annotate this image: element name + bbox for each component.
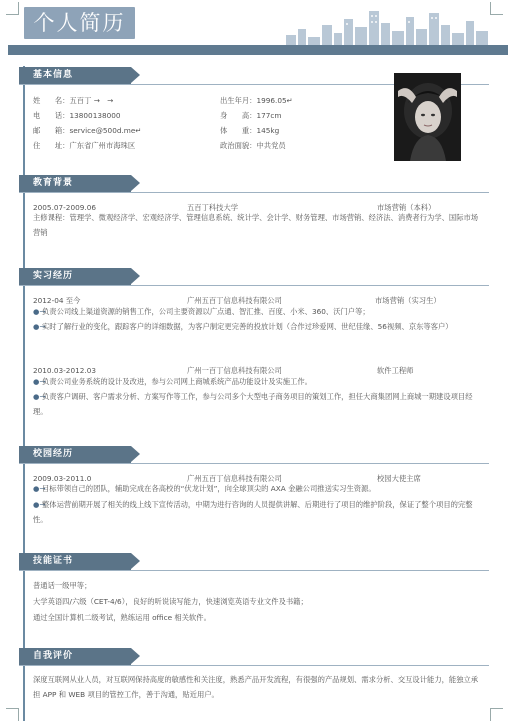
crop-mark [490,2,503,15]
section-divider [19,665,489,666]
intern-period: 2010.03-2012.03 [33,366,96,375]
email-label: 邮 箱： [33,126,70,135]
birth-label: 出生年月： [220,96,257,105]
email-value: service@500d.me↵ [69,126,142,135]
intern-company: 广州一百丁信息科技有限公司 [187,366,282,375]
politics-label: 政治面貌： [220,141,257,150]
section-header-campus [19,446,131,463]
bullet-icon: ●→ [33,484,46,493]
profile-photo [394,73,461,161]
phone-value: 13800138000 [69,111,121,120]
section-header-skills [19,553,131,570]
weight-row [220,125,279,136]
intern-item-text: 负责公司业务系统的设计及改进，参与公司网上商城系统产品功能设计及实施工作。 [42,377,312,386]
section-title: 教育背景 [33,178,74,188]
intern-item-text: 负责公司线上渠道资源的销售工作，公司主要资源以广点通、智汇推、百度、小米、360、沃门户等； [42,307,370,316]
skill-item: 普通话一级甲等； [33,581,92,590]
person-portrait-icon [394,73,461,161]
address-label: 住 址： [33,141,70,150]
birth-row [220,95,293,106]
section-title: 校园经历 [33,449,74,459]
politics-row [220,140,286,151]
section-title: 基本信息 [33,70,74,80]
height-label: 身 高： [220,111,257,120]
timeline-line [23,66,25,721]
city-skyline-illustration [282,7,492,47]
section-divider [19,285,489,286]
politics-value: 中共党员 [256,141,286,150]
name-row [33,95,113,106]
campus-item-text: 整体运营前期开展了相关的线上线下宣传活动，中期为进行咨询的人员提供讲解、后期进行了项目的维护阶段，保证了整个项目的完整性。 [33,500,473,524]
section-divider [19,463,489,464]
address-value: 广东省广州市海珠区 [69,141,136,150]
weight-value: 145kg [256,126,280,135]
phone-row [33,110,121,121]
bullet-icon: ●→ [33,322,46,331]
intern-role: 市场营销（实习生） [375,296,441,305]
intern-item [33,390,485,419]
campus-item [33,498,485,527]
section-title: 实习经历 [33,271,74,281]
section-header-internship [19,268,131,285]
bullet-icon: ●→ [33,392,46,401]
intern-item [33,320,485,335]
intern-period: 2012-04 至今 [33,296,81,305]
edu-period: 2005.07-2009.06 [33,203,96,212]
weight-label: 体 重： [220,126,257,135]
intern-company: 广州五百丁信息科技有限公司 [187,296,282,305]
campus-company: 广州五百丁信息科技有限公司 [187,474,282,483]
bullet-icon: ●→ [33,307,46,316]
section-title: 自我评价 [33,651,74,661]
bullet-icon: ●→ [33,377,46,386]
intern-item-text: 实时了解行业的变化，跟踪客户的详细数据，为客户制定更完善的投放计划（合作过珍爱网、世纪佳缘、56视频、京东等客户） [42,322,453,331]
campus-role: 校园大使主席 [377,474,421,483]
edu-major: 市场营销（本科） [377,203,436,212]
phone-label: 电 话： [33,111,70,120]
address-row [33,140,135,151]
title-banner [24,7,135,39]
intern-role: 软件工程师 [377,366,414,375]
edu-school: 五百丁科技大学 [187,203,239,212]
intern-item [33,305,483,320]
section-title: 技能证书 [33,556,74,566]
campus-period: 2009.03-2011.0 [33,474,92,483]
edu-courses: 主修课程：管理学、微观经济学、宏观经济学、管理信息系统、统计学、会计学、财务管理、市场营销、经济法、消费者行为学、国际市场营销 [33,213,479,237]
self-evaluation-text: 深度互联网从业人员，对互联网保持高度的敏感性和关注度，熟悉产品开发流程，有很强的产品规划、需求分析、交互设计能力，能独立承担 APP 和 WEB 项目的管控工作，善于沟通，贴近用户。 [33,675,479,699]
section-divider [19,192,489,193]
section-header-self-evaluation [19,648,131,665]
section-divider [19,570,489,571]
name-label: 姓 名： [33,96,70,105]
section-header-basic [19,67,131,84]
crop-mark [490,708,503,721]
campus-item [33,482,483,497]
email-row [33,125,142,136]
birth-value: 1996.05↵ [256,96,293,105]
height-value: 177cm [256,111,282,120]
name-value: 五百丁 → → [69,96,114,105]
page-title: 个人简历 [33,11,126,35]
campus-item-text: 目标带领自己的团队，辅助完成在各高校的“伏龙计划”，向全球顶尖的 AXA 金融公司推送实习生资源。 [42,484,376,493]
skill-item: 大学英语四/六级（CET-4/6），良好的听说读写能力，快速浏览英语专业文件及书籍； [33,597,308,606]
crop-mark [6,708,19,721]
height-row [220,110,282,121]
intern-item-text: 负责客户调研、客户需求分析、方案写作等工作，参与公司多个大型电子商务项目的策划工作，担任大商集团网上商城一期建设项目经理。 [33,392,473,416]
header-bar [8,45,508,55]
section-header-education [19,175,131,192]
intern-item [33,375,483,390]
crop-mark [6,2,19,15]
bullet-icon: ●→ [33,500,46,509]
skill-item: 通过全国计算机二级考试，熟练运用 office 相关软件。 [33,613,211,622]
